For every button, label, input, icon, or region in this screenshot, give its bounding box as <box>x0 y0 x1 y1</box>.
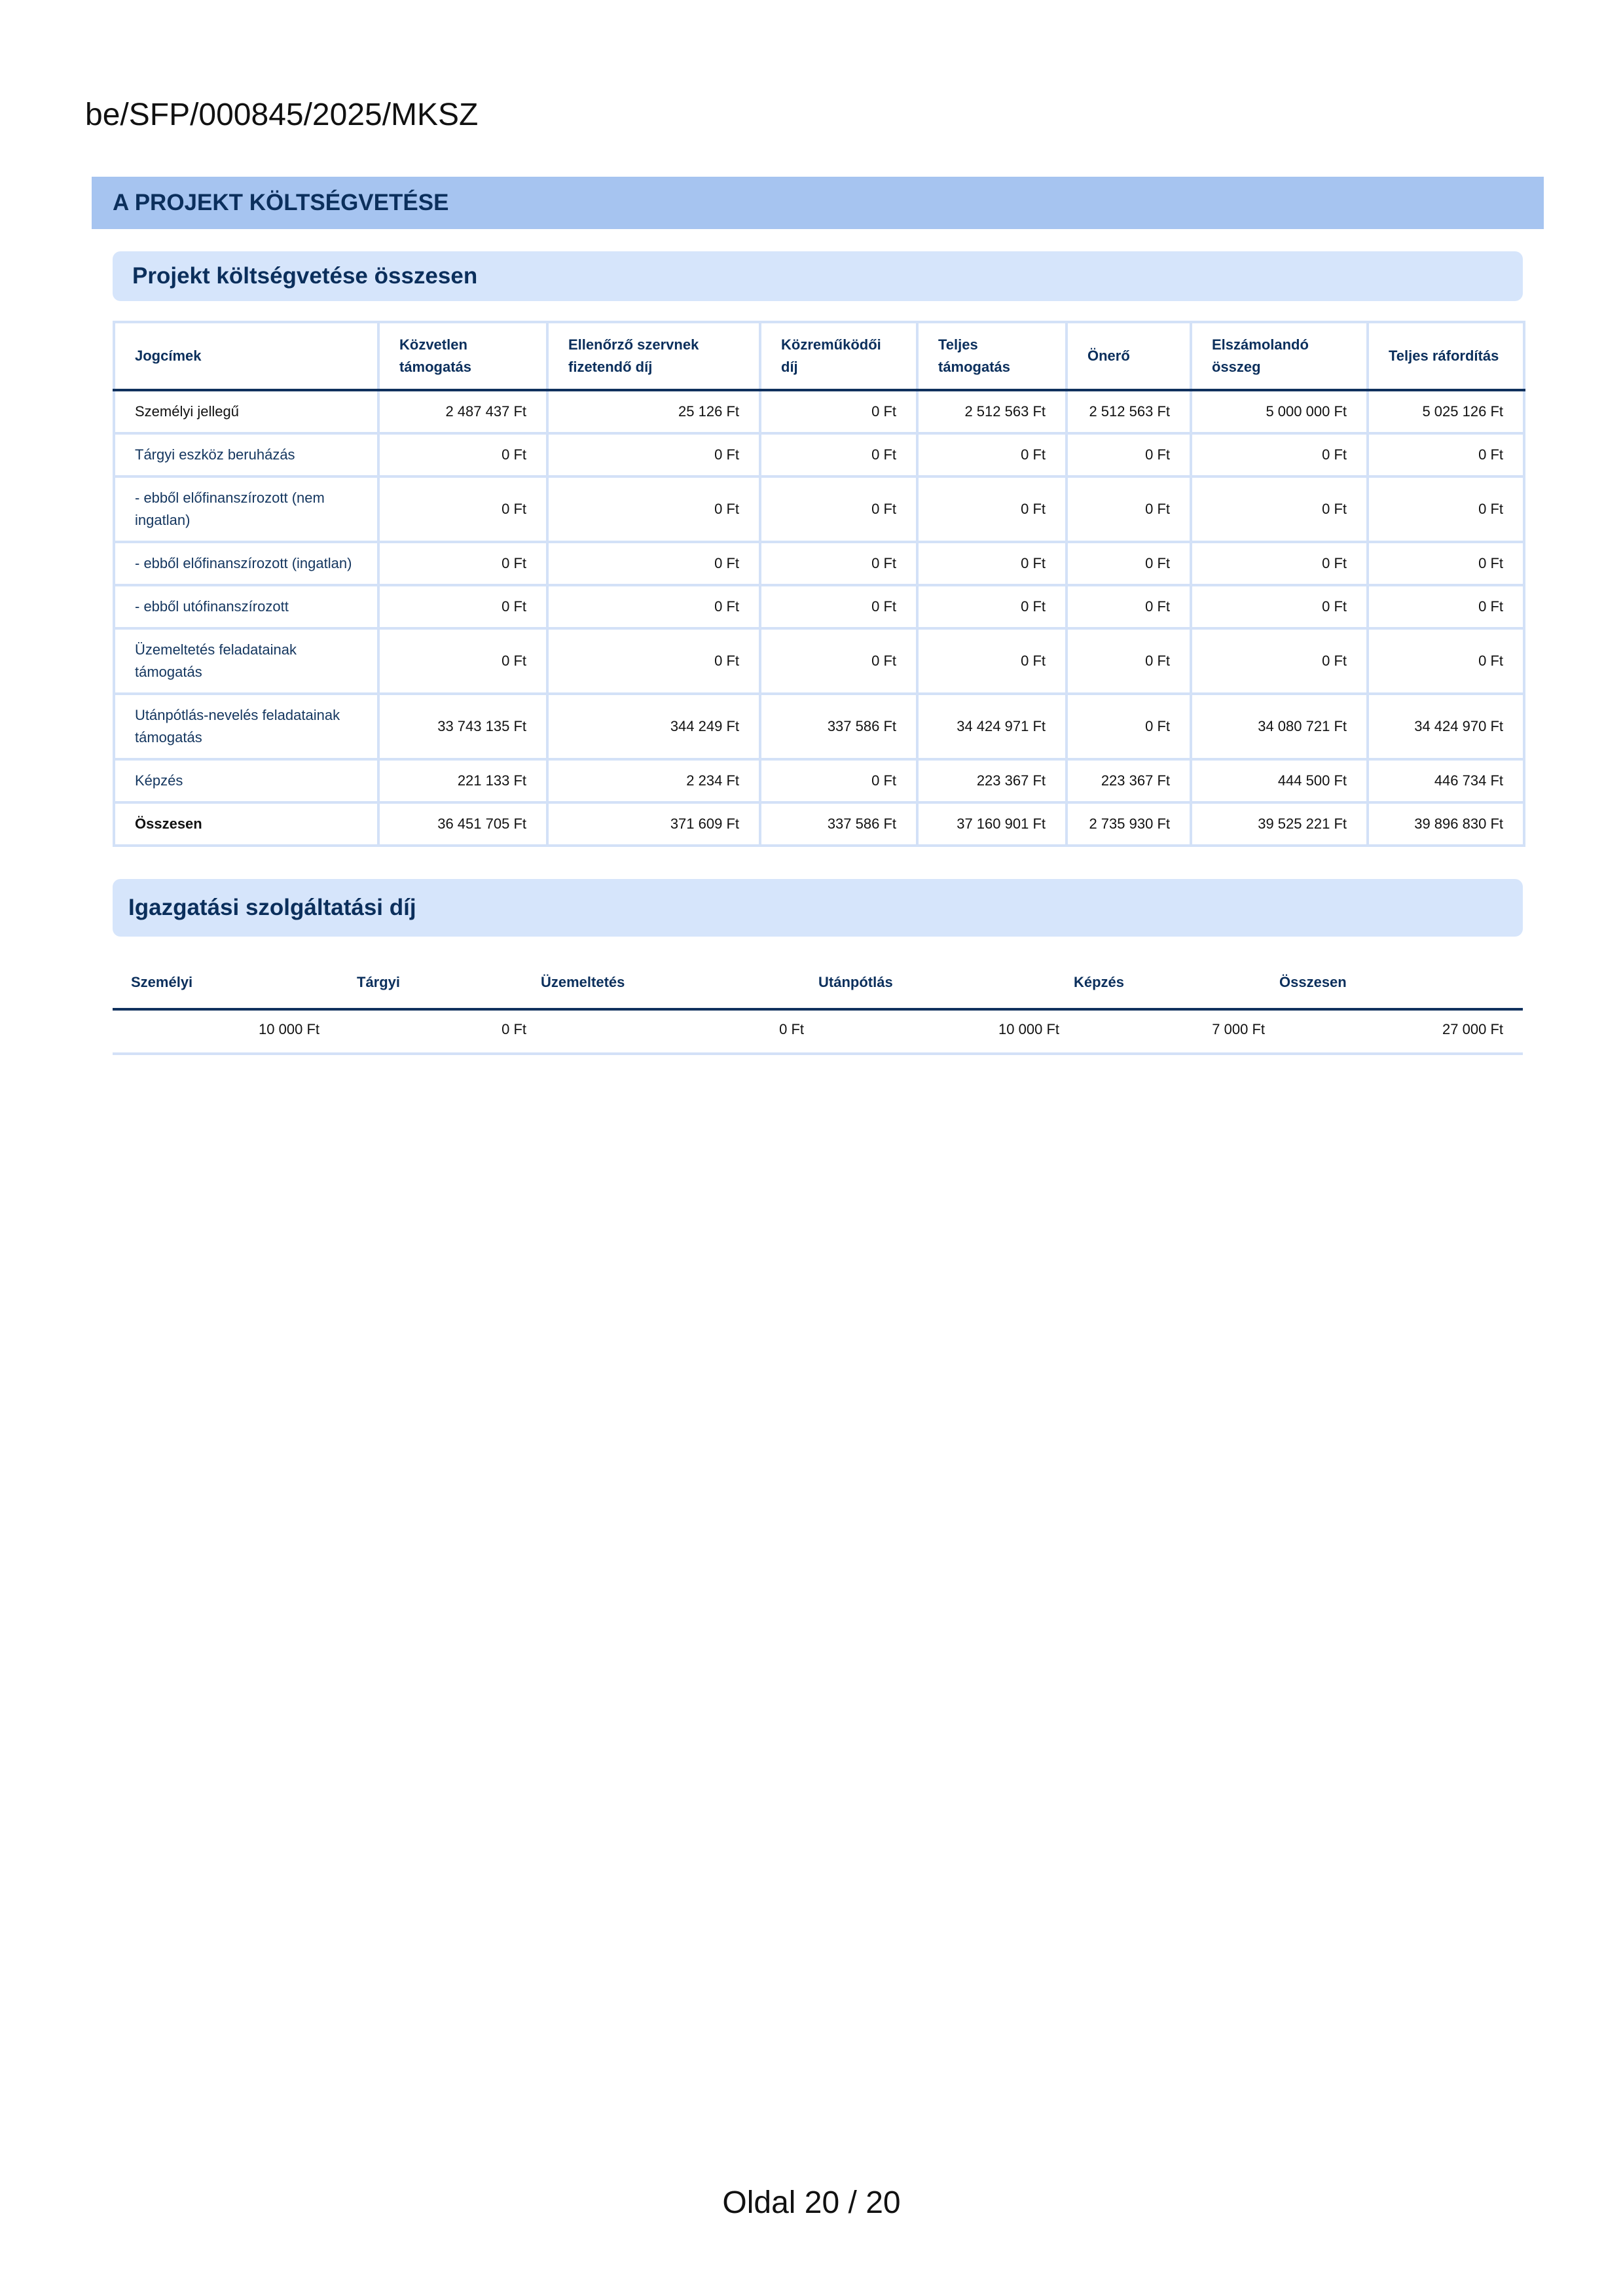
col-header-onero: Önerő <box>1067 322 1191 390</box>
table-cell: 0 Ft <box>1067 542 1191 585</box>
table-cell: 337 586 Ft <box>760 694 917 759</box>
fee-header-row <box>113 956 1523 1011</box>
table-cell: 0 Ft <box>760 542 917 585</box>
table-cell: 2 512 563 Ft <box>1067 390 1191 433</box>
fee-cell: 0 Ft <box>779 1021 804 1037</box>
fee-col-header-uzemeltetes: Üzemeltetés <box>541 974 625 990</box>
table-row-total <box>114 802 1524 846</box>
fee-cell: 10 000 Ft <box>998 1021 1059 1037</box>
col-header-kozremukodoi-dij: Közreműködői díj <box>760 322 917 390</box>
fee-cell: 27 000 Ft <box>1442 1021 1503 1037</box>
table-cell: 221 133 Ft <box>378 759 547 802</box>
row-label: Képzés <box>114 759 378 802</box>
row-label: - ebből előfinanszírozott (ingatlan) <box>114 542 378 585</box>
table-row <box>114 694 1524 759</box>
page-number: Oldal 20 / 20 <box>722 2185 901 2220</box>
table-cell: 0 Ft <box>1067 694 1191 759</box>
table-cell: 444 500 Ft <box>1191 759 1368 802</box>
table-cell: 0 Ft <box>1368 542 1524 585</box>
table-cell: 37 160 901 Ft <box>917 802 1067 846</box>
table-cell: 223 367 Ft <box>1067 759 1191 802</box>
budget-table <box>113 321 1525 847</box>
col-header-teljes-raforditas: Teljes ráfordítás <box>1368 322 1524 390</box>
table-row <box>114 476 1524 542</box>
table-cell: 34 424 971 Ft <box>917 694 1067 759</box>
col-header-teljes-tamogatas: Teljes támogatás <box>917 322 1067 390</box>
fee-col-header-targyi: Tárgyi <box>357 974 401 990</box>
table-row <box>114 628 1524 694</box>
table-cell: 223 367 Ft <box>917 759 1067 802</box>
fee-col-header-osszesen: Összesen <box>1279 974 1347 990</box>
table-cell: 337 586 Ft <box>760 802 917 846</box>
table-row <box>114 390 1524 433</box>
row-label: Üzemeltetés feladatainak támogatás <box>114 628 378 694</box>
table-cell: 0 Ft <box>378 628 547 694</box>
table-cell: 0 Ft <box>1368 476 1524 542</box>
table-cell: 5 025 126 Ft <box>1368 390 1524 433</box>
table-cell: 0 Ft <box>760 628 917 694</box>
table-cell: 0 Ft <box>1067 476 1191 542</box>
table-cell: 0 Ft <box>760 759 917 802</box>
table-cell: 0 Ft <box>1067 585 1191 628</box>
table-row <box>114 433 1524 476</box>
table-row <box>114 585 1524 628</box>
fee-table <box>113 956 1523 1055</box>
table-cell: 0 Ft <box>1067 628 1191 694</box>
table-cell: 2 487 437 Ft <box>378 390 547 433</box>
col-header-ellenorzo-dij: Ellenőrző szervnek fizetendő díj <box>547 322 760 390</box>
table-cell: 0 Ft <box>760 433 917 476</box>
table-cell: 0 Ft <box>917 433 1067 476</box>
col-header-kozvetlen-tamogatas: Közvetlen támogatás <box>378 322 547 390</box>
table-cell: 0 Ft <box>1191 542 1368 585</box>
table-cell: 34 424 970 Ft <box>1368 694 1524 759</box>
table-cell: 2 512 563 Ft <box>917 390 1067 433</box>
table-cell: 0 Ft <box>378 542 547 585</box>
fee-col-header-kepzes: Képzés <box>1074 974 1125 990</box>
table-cell: 0 Ft <box>1191 585 1368 628</box>
fee-title: Igazgatási szolgáltatási díj <box>113 879 1523 937</box>
table-cell: 344 249 Ft <box>547 694 760 759</box>
table-cell: 0 Ft <box>547 542 760 585</box>
table-cell: 0 Ft <box>1191 628 1368 694</box>
table-cell: 0 Ft <box>917 585 1067 628</box>
fee-cell: 7 000 Ft <box>1212 1021 1265 1037</box>
row-label: - ebből utófinanszírozott <box>114 585 378 628</box>
table-cell: 0 Ft <box>1368 628 1524 694</box>
row-label: Utánpótlás-nevelés feladatainak támogatás <box>114 694 378 759</box>
table-cell: 0 Ft <box>378 585 547 628</box>
table-cell: 0 Ft <box>760 585 917 628</box>
table-cell: 0 Ft <box>760 390 917 433</box>
table-cell: 5 000 000 Ft <box>1191 390 1368 433</box>
fee-cell: 0 Ft <box>501 1021 526 1037</box>
table-cell: 0 Ft <box>760 476 917 542</box>
col-header-jogcimek: Jogcímek <box>114 322 378 390</box>
table-cell: 0 Ft <box>378 476 547 542</box>
table-cell: 0 Ft <box>547 476 760 542</box>
row-label: Tárgyi eszköz beruházás <box>114 433 378 476</box>
table-cell: 0 Ft <box>917 542 1067 585</box>
fee-col-header-utanpotlas: Utánpótlás <box>818 974 893 990</box>
row-label: Személyi jellegű <box>114 390 378 433</box>
fee-row <box>113 1011 1523 1055</box>
table-cell: 0 Ft <box>1368 433 1524 476</box>
table-cell: 0 Ft <box>917 476 1067 542</box>
table-row <box>114 542 1524 585</box>
table-cell: 34 080 721 Ft <box>1191 694 1368 759</box>
table-cell: 0 Ft <box>547 433 760 476</box>
table-cell: 0 Ft <box>547 585 760 628</box>
table-cell: 39 525 221 Ft <box>1191 802 1368 846</box>
table-cell: 36 451 705 Ft <box>378 802 547 846</box>
table-cell: 2 234 Ft <box>547 759 760 802</box>
table-cell: 446 734 Ft <box>1368 759 1524 802</box>
table-cell: 0 Ft <box>1191 433 1368 476</box>
fee-col-header-szemelyi: Személyi <box>131 974 193 990</box>
table-cell: 0 Ft <box>547 628 760 694</box>
table-cell: 33 743 135 Ft <box>378 694 547 759</box>
table-cell: 371 609 Ft <box>547 802 760 846</box>
table-cell: 0 Ft <box>1191 476 1368 542</box>
table-cell: 0 Ft <box>378 433 547 476</box>
col-header-elszamolando-osszeg: Elszámolandó összeg <box>1191 322 1368 390</box>
table-cell: 39 896 830 Ft <box>1368 802 1524 846</box>
table-cell: 0 Ft <box>1067 433 1191 476</box>
document-id: be/SFP/000845/2025/MKSZ <box>85 98 479 132</box>
row-label: - ebből előfinanszírozott (nem ingatlan) <box>114 476 378 542</box>
budget-header-row <box>114 322 1524 390</box>
table-cell: 0 Ft <box>917 628 1067 694</box>
fee-cell: 10 000 Ft <box>259 1021 319 1037</box>
row-label: Összesen <box>114 802 378 846</box>
table-cell: 0 Ft <box>1368 585 1524 628</box>
section-title: A PROJEKT KÖLTSÉGVETÉSE <box>92 177 1544 229</box>
table-row <box>114 759 1524 802</box>
budget-title: Projekt költségvetése összesen <box>113 251 1523 301</box>
table-cell: 25 126 Ft <box>547 390 760 433</box>
table-cell: 2 735 930 Ft <box>1067 802 1191 846</box>
